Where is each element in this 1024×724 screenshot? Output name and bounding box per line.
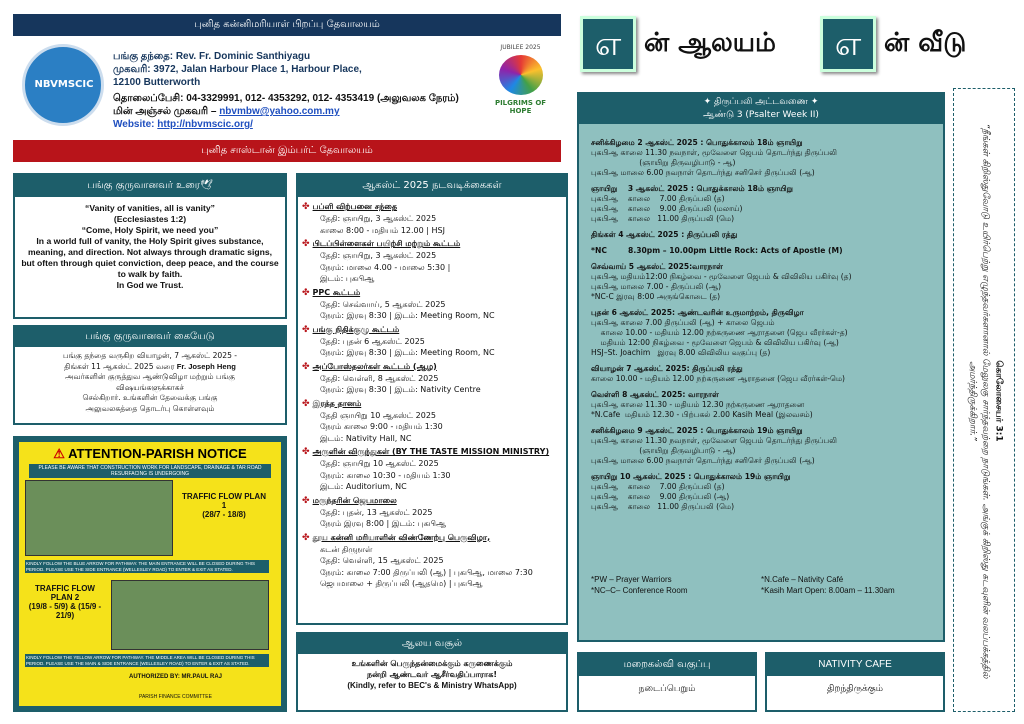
priest-label: பங்கு தந்தை: bbox=[113, 51, 174, 62]
traffic-plan-2-dates: (19/8 - 5/9) & (15/9 - 21/9) bbox=[28, 602, 102, 620]
message-body: In a world full of vanity, the Holy Spirit gives substance, meaning, and direction. Not always through dramatic signs, but often through quiet conviction, deep peace, and the course to walk by faith. bbox=[21, 236, 279, 279]
schedule-line: புகபிஆ மாலை 6.00 நவநாள் தொடர்ந்து சனிசெர் திருப்பலி (ஆ) bbox=[591, 456, 815, 465]
email-label: மின் அஞ்சல் முகவரி – bbox=[113, 106, 217, 117]
poster-authorized: AUTHORIZED BY: MR.PAUL RAJ bbox=[129, 674, 222, 680]
collection-line-3: (Kindly, refer to BEC's & Ministry WhatsApp) bbox=[347, 681, 517, 690]
traffic-plan-2-note: KINDLY FOLLOW THE YELLOW ARROW FOR PATHWAY. THE MIDDLE AREA WILL BE CLOSED DURING THIS PERIOD. PLEASE USE THE MAIN & SIDE ENTRANCE (WELLESLEY ROAD) TO ENTER & EXIT AS STATED. bbox=[25, 654, 269, 667]
jubilee-logo bbox=[483, 44, 558, 132]
catechism-box bbox=[577, 652, 757, 712]
message-line-3: “Come, Holy Spirit, we need you” bbox=[81, 225, 219, 235]
cafe-text: திறந்திருக்கும் bbox=[827, 684, 883, 694]
event-detail: நேரம்: மாலை 4.00 - மாலை 5:30 | bbox=[320, 262, 451, 272]
jubilee-top-text: JUBILEE 2025 bbox=[500, 44, 541, 51]
event-detail: தேதி: வெள்ளி, 15 ஆகஸ்ட் 2025 bbox=[320, 556, 444, 565]
event-item bbox=[302, 532, 562, 590]
priest-message-heading: பங்கு குருவானவர் உரை🕊 bbox=[15, 175, 285, 197]
parish-logo-text: NBVMSCIC bbox=[34, 79, 94, 90]
event-bullet-icon: ✤ bbox=[302, 287, 310, 298]
event-item bbox=[302, 287, 562, 322]
traffic-plan-1-dates: (28/7 - 18/8) bbox=[202, 510, 246, 519]
notice-line-2: திங்கள் 11 ஆகஸ்ட் 2025 வரை bbox=[64, 361, 175, 371]
website-link[interactable]: http://nbvmscic.org/ bbox=[157, 119, 253, 130]
schedule-line: புகபிஆ காலை 11.00 திருப்பலி (மெ) bbox=[591, 502, 735, 511]
collection-line-1: உங்களின் பெருந்தன்மைக்கும் கருணைக்கும் bbox=[351, 659, 513, 668]
traffic-plan-1-note: KINDLY FOLLOW THE BLUE ARROW FOR PATHWAY. THE MAIN ENTRANCE WILL BE CLOSED DURING THIS PERIOD. PLEASE USE THE SIDE ENTRANCE (WELLESLEY ROAD) TO ENTER & EXIT AS STATED. bbox=[25, 560, 269, 573]
event-title: தூய கன்னி மரியாளின் விண்ணேற்பு பெருவிழா, bbox=[312, 532, 491, 542]
schedule-group bbox=[591, 246, 933, 256]
event-item bbox=[302, 238, 562, 285]
masthead-letter-2: எ bbox=[820, 16, 876, 72]
church-title: புனித கன்னிமரியாள் பிறப்பு தேவாலயம் bbox=[194, 19, 380, 30]
event-detail: இடம்: புகபிஆ bbox=[320, 274, 375, 283]
notice-priest-name: Fr. Joseph Heng bbox=[176, 361, 236, 371]
schedule-line: HSJ–St. Joachim இரவு 8.00 விவிலிய வகுப்பு (த) bbox=[591, 348, 771, 357]
masthead-word-2: ன் வீடு bbox=[884, 28, 967, 58]
cafe-box bbox=[765, 652, 945, 712]
schedule-heading: ✦ திருப்பலி அட்டவணை ✦ bbox=[703, 97, 819, 107]
schedule-line: புகபிஆ காலை 11.30 - மதியம் 12.30 நற்கருணை ஆராதனை bbox=[591, 400, 805, 409]
events-heading: ஆகஸ்ட் 2025 நடவடிக்கைகள் bbox=[298, 175, 566, 197]
masthead-word-1: ன் ஆலயம் bbox=[644, 28, 776, 58]
schedule-line: புகபிஆ காலை 7.00 திருப்பலி (த) bbox=[591, 482, 725, 491]
address-label: முகவரி: bbox=[113, 64, 151, 75]
priest-notice-heading: பங்கு குருவானவர் கையேடு bbox=[15, 327, 285, 347]
events-box bbox=[296, 173, 568, 625]
event-item bbox=[302, 398, 562, 445]
event-detail: இடம்: Auditorium, NC bbox=[320, 482, 407, 491]
event-item bbox=[302, 201, 562, 236]
notice-line-4: விஷயங்களுக்காகச் bbox=[116, 382, 184, 392]
event-bullet-icon: ✤ bbox=[302, 398, 310, 409]
poster-subtitle: PLEASE BE AWARE THAT CONSTRUCTION WORK FOR LANDSCAPE, DRAINAGE & TAR ROAD RESURFACING IS UNDERGOING bbox=[29, 464, 271, 478]
schedule-group bbox=[591, 472, 933, 512]
notice-line-5: செல்கிறார். உங்களின் தேவைக்கு பங்கு bbox=[82, 393, 218, 402]
masthead bbox=[572, 10, 1012, 80]
parish-logo bbox=[22, 44, 104, 126]
schedule-line: *N.Cafe மதியம் 12.30 - பிற்பகல் 2.00 Kasih Meal (இலவசம்) bbox=[591, 410, 813, 419]
verse-text: “நீங்கள் கிறிஸ்துவோடு உயிர்பெற்று எழுந்தவர்களானால் மேலுலகு சார்ந்தவற்றை நாடுங்கள். அங்குக் கிறிஸ்து கடவுளின் வலப்பக்கத்தில் அமர்ந்திருக்கிறார்.” bbox=[967, 123, 991, 679]
event-detail: தேதி: ஞாயிறு, 3 ஆகஸ்ட் 2025 bbox=[320, 251, 437, 260]
schedule-line: புகபிஆ காலை 7.00 திருப்பலி (த) bbox=[591, 194, 725, 203]
legend-item: *N.Cafe – Nativity Café bbox=[761, 575, 844, 584]
schedule-day-title: புதன் 6 ஆகஸ்ட் 2025: ஆண்டவரின் உருமாற்றம், திருவிழா bbox=[591, 308, 804, 317]
schedule-line: காலை 10.00 - மதியம் 12.00 நற்கருணை ஆராதனை (ஜெப வீரர்கள்-த) bbox=[591, 328, 848, 337]
traffic-plan-1-map bbox=[25, 480, 173, 556]
cafe-heading: NATIVITY CAFE bbox=[767, 654, 943, 676]
website-label: Website: bbox=[113, 119, 155, 130]
poster-title: ATTENTION-PARISH NOTICE bbox=[68, 446, 247, 461]
event-detail: தேதி: ஞாயிறு 10 ஆகஸ்ட் 2025 bbox=[320, 459, 439, 468]
schedule-line: (ஞாயிறு திருவழிபாடு - ஆ) bbox=[591, 158, 736, 167]
schedule-line: புகபிஆ மாலை 7.00 - திருப்பலி (ஆ) bbox=[591, 282, 722, 291]
event-bullet-icon: ✤ bbox=[302, 324, 310, 335]
event-item bbox=[302, 324, 562, 359]
event-item bbox=[302, 446, 562, 493]
address-line-2: 12100 Butterworth bbox=[113, 77, 201, 88]
catechism-text: நடைப்பெறும் bbox=[638, 684, 696, 694]
schedule-day-title: திங்கள் 4 ஆகஸ்ட் 2025 : திருப்பலி ரத்து bbox=[591, 230, 738, 239]
church-title-bar bbox=[13, 14, 561, 36]
event-detail: தேதி: புதன், 13 ஆகஸ்ட் 2025 bbox=[320, 507, 433, 517]
legend-item: *PW – Prayer Warriors bbox=[591, 575, 672, 584]
event-title: பங்கு நிதிக்குழு கூட்டம் bbox=[312, 324, 400, 334]
verse-reference: கொலோசையர் 3:1 bbox=[993, 360, 1004, 442]
parish-notice-poster bbox=[13, 436, 287, 712]
message-close: In God we Trust. bbox=[116, 280, 184, 290]
event-title: அருளின் விருந்துகள் (BY THE TASTE MISSION MINISTRY) bbox=[312, 447, 550, 456]
traffic-plan-2-map bbox=[111, 580, 269, 650]
phone-numbers: 04-3329991, 012- 4353292, 012- 4353419 (அலுவலக நேரம்) bbox=[186, 93, 459, 104]
schedule-line: புகபிஆ மதியம்12:00 நிகழ்வை - மூவேளை ஜெபம் & விவிலிய பகிர்வு (த) bbox=[591, 272, 852, 281]
schedule-day-title: *NC 8.30pm – 10.00pm Little Rock: Acts of Apostle (M) bbox=[591, 246, 843, 255]
collection-box bbox=[296, 632, 568, 712]
mass-schedule-box bbox=[577, 92, 945, 642]
legend-item: *Kasih Mart Open: 8.00am – 11.30am bbox=[761, 586, 895, 595]
notice-line-6: அலுவலகத்தை தொடர்பு கொள்ளவும் bbox=[85, 403, 215, 413]
jubilee-emblem bbox=[499, 55, 543, 95]
notice-line-3: அவர்களின் குருத்துவ ஆண்டுவிழா மற்றும் பங்கு bbox=[65, 372, 235, 381]
event-title: PPC கூட்டம் bbox=[312, 287, 361, 297]
schedule-line: புகபிஆ காலை 9.00 திருப்பலி (மலாய்) bbox=[591, 204, 743, 213]
schedule-group bbox=[591, 262, 933, 302]
verse-panel bbox=[953, 88, 1015, 712]
event-title: அப்போஸ்தலர்கள் கூட்டம் (ஆழ) bbox=[312, 361, 437, 371]
event-detail: தேதி: புதன் 6 ஆகஸ்ட் 2025 bbox=[320, 336, 425, 346]
schedule-day-title: ஞாயிறு 10 ஆகஸ்ட் 2025 : பொதுக்காலம் 19ம் ஞாயிறு bbox=[591, 472, 791, 481]
schedule-day-title: ஞாயிறு 3 ஆகஸ்ட் 2025 : பொதுக்காலம் 18ம் ஞாயிறு bbox=[591, 184, 793, 193]
schedule-line: புகபிஆ காலை 11.00 திருப்பலி (மெ) bbox=[591, 214, 735, 223]
event-detail: தேதி: ஞாயிறு, 3 ஆகஸ்ட் 2025 bbox=[320, 214, 437, 223]
schedule-line: புகபிஆ காலை 11.30 நவநாள், மூவேளை ஜெபம் தொடர்ந்து திருப்பலி bbox=[591, 436, 837, 445]
event-item bbox=[302, 495, 562, 530]
address-line-1: 3972, Jalan Harbour Place 1, Harbour Place, bbox=[153, 64, 362, 75]
schedule-group bbox=[591, 364, 933, 384]
event-detail: நேரம் இரவு 8:00 | இடம்: புகபிஆ bbox=[320, 519, 447, 528]
schedule-subheading: ஆண்டு 3 (Psalter Week II) bbox=[703, 110, 819, 120]
message-line-1: “Vanity of vanities, all is vanity” bbox=[85, 203, 215, 213]
schedule-line: புகபிஆ மாலை 6.00 நவநாள் தொடர்ந்து சனிசெர் திருப்பலி (ஆ) bbox=[591, 168, 815, 177]
schedule-legend bbox=[591, 574, 931, 596]
event-bullet-icon: ✤ bbox=[302, 202, 310, 212]
schedule-line: புகபிஆ காலை 7.00 திருப்பலி (ஆ) + காலை ஜெபம் bbox=[591, 318, 775, 327]
notice-line-1: பங்கு தந்தை வருகிற வியாழன், 7 ஆகஸ்ட் 2025 - bbox=[62, 351, 238, 360]
schedule-line: *NC-C இரவு 8:00 அருங்கொடை (த) bbox=[591, 292, 721, 301]
event-detail: நேரம்: இரவு 8:30 | இடம்: Meeting Room, NC bbox=[320, 311, 495, 320]
schedule-group bbox=[591, 184, 933, 224]
schedule-day-title: செவ்வாய் 5 ஆகஸ்ட் 2025:வாரநாள் bbox=[591, 262, 724, 271]
event-detail: கடன் திருநாள் bbox=[320, 544, 373, 554]
schedule-group bbox=[591, 390, 933, 420]
traffic-plan-1-label: TRAFFIC FLOW PLAN 1 bbox=[182, 492, 266, 510]
phone-label: தொலைப்பேசி: bbox=[113, 93, 184, 104]
schedule-day-title: வியாழன் 7 ஆகஸ்ட் 2025: திருப்பலி ரத்து bbox=[591, 364, 743, 373]
event-detail: தேதி: செவ்வாய், 5 ஆகஸ்ட் 2025 bbox=[320, 299, 446, 309]
email-link[interactable]: nbvmbw@yahoo.com.my bbox=[219, 106, 340, 117]
event-detail: நேரம்: காலை 10:30 - மதியம் 1:30 bbox=[320, 470, 451, 480]
schedule-line: (ஞாயிறு திருவழிபாடு - ஆ) bbox=[591, 446, 736, 455]
schedule-line: புகபிஆ காலை 11.30 நவநாள், மூவேளை ஜெபம் தொடர்ந்து திருப்பலி bbox=[591, 148, 837, 157]
collection-heading: ஆலய வசூல் bbox=[298, 634, 566, 654]
event-title: மருந்தரின் ஜெபமாலை bbox=[312, 495, 397, 505]
legend-item: *NC–C– Conference Room bbox=[591, 586, 688, 595]
event-detail: தேதி: வெள்ளி, 8 ஆகஸ்ட் 2025 bbox=[320, 373, 439, 383]
schedule-day-title: வெள்ளி 8 ஆகஸ்ட் 2025: வாரநாள் bbox=[591, 390, 719, 399]
poster-committee: PARISH FINANCE COMMITTEE bbox=[139, 694, 212, 700]
event-item bbox=[302, 361, 562, 396]
event-detail: தேதி ஞாயிறு 10 ஆகஸ்ட் 2025 bbox=[320, 410, 437, 420]
catechism-heading: மறைகல்வி வகுப்பு bbox=[579, 654, 755, 676]
masthead-letter-1: எ bbox=[580, 16, 636, 72]
event-bullet-icon: ✤ bbox=[302, 447, 310, 457]
warning-icon: ⚠ bbox=[53, 446, 65, 461]
priest-name: Rev. Fr. Dominic Santhiyagu bbox=[175, 51, 311, 62]
event-title: இரத்த தானம் bbox=[312, 398, 362, 408]
priest-notice-box bbox=[13, 325, 287, 425]
event-detail: காலை 8:00 - மதியம் 12.00 | HSJ bbox=[320, 225, 445, 235]
schedule-line: மதியம் 12:00 நிகழ்வை - மூவேளை ஜெபம் & விவிலிய பகிர்வு (ஆ) bbox=[591, 338, 839, 347]
schedule-line: புகபிஆ காலை 9.00 திருப்பலி (ஆ) bbox=[591, 492, 730, 501]
message-line-2: (Ecclesiastes 1:2) bbox=[113, 214, 187, 224]
collection-line-2: நன்றி ஆண்டவர் ஆசீர்வதிப்பாராக! bbox=[367, 670, 497, 679]
schedule-group bbox=[591, 230, 933, 240]
event-detail: இடம்: Nativity Hall, NC bbox=[320, 433, 412, 443]
schedule-day-title: சனிக்கிழமை 2 ஆகஸ்ட் 2025 : பொதுக்காலம் 18ம் ஞாயிறு bbox=[591, 138, 803, 147]
jubilee-bottom-text: PILGRIMS OF HOPE bbox=[494, 99, 547, 115]
schedule-line: காலை 10.00 - மதியம் 12.00 நற்கருணை ஆராதனை (ஜெப வீரர்கள்-மெ) bbox=[591, 374, 846, 383]
event-title: பிடப்பிள்ளைகள் பயிற்சி மற்றும் கூட்டம் bbox=[312, 239, 461, 248]
event-bullet-icon: ✤ bbox=[302, 495, 310, 506]
traffic-plan-2-label: TRAFFIC FLOW PLAN 2 bbox=[35, 584, 95, 602]
event-detail: நேரம்: இரவு 8:30 | இடம்: Nativity Centre bbox=[320, 385, 481, 394]
event-bullet-icon: ✤ bbox=[302, 532, 310, 543]
second-church-title: புனித சாஸ்டான் இம்பர்ட் தேவாலயம் bbox=[201, 145, 373, 156]
event-detail: நேரம் காலை 9:00 - மதியம் 1:30 bbox=[320, 422, 443, 431]
event-detail: நேரம்: இரவு 8:30 | இடம்: Meeting Room, NC bbox=[320, 348, 495, 357]
event-bullet-icon: ✤ bbox=[302, 239, 310, 249]
schedule-group bbox=[591, 308, 933, 358]
event-bullet-icon: ✤ bbox=[302, 361, 310, 372]
schedule-group bbox=[591, 426, 933, 466]
event-title: பப்ளி விற்பனை சந்தை bbox=[312, 202, 398, 211]
event-detail: நேரம்: காலை 7:00 திருப்பலி (ஆ) | புகபிஆ, மாலை 7:30 ஜெபமாலை + திருப்பலி (ஆதமெ) | புகபிஆ bbox=[320, 567, 533, 588]
second-church-bar bbox=[13, 140, 561, 162]
priest-message-box bbox=[13, 173, 287, 319]
schedule-group bbox=[591, 138, 933, 178]
schedule-day-title: சனிக்கிழமை 9 ஆகஸ்ட் 2025 : பொதுக்காலம் 19ம் ஞாயிறு bbox=[591, 426, 803, 435]
